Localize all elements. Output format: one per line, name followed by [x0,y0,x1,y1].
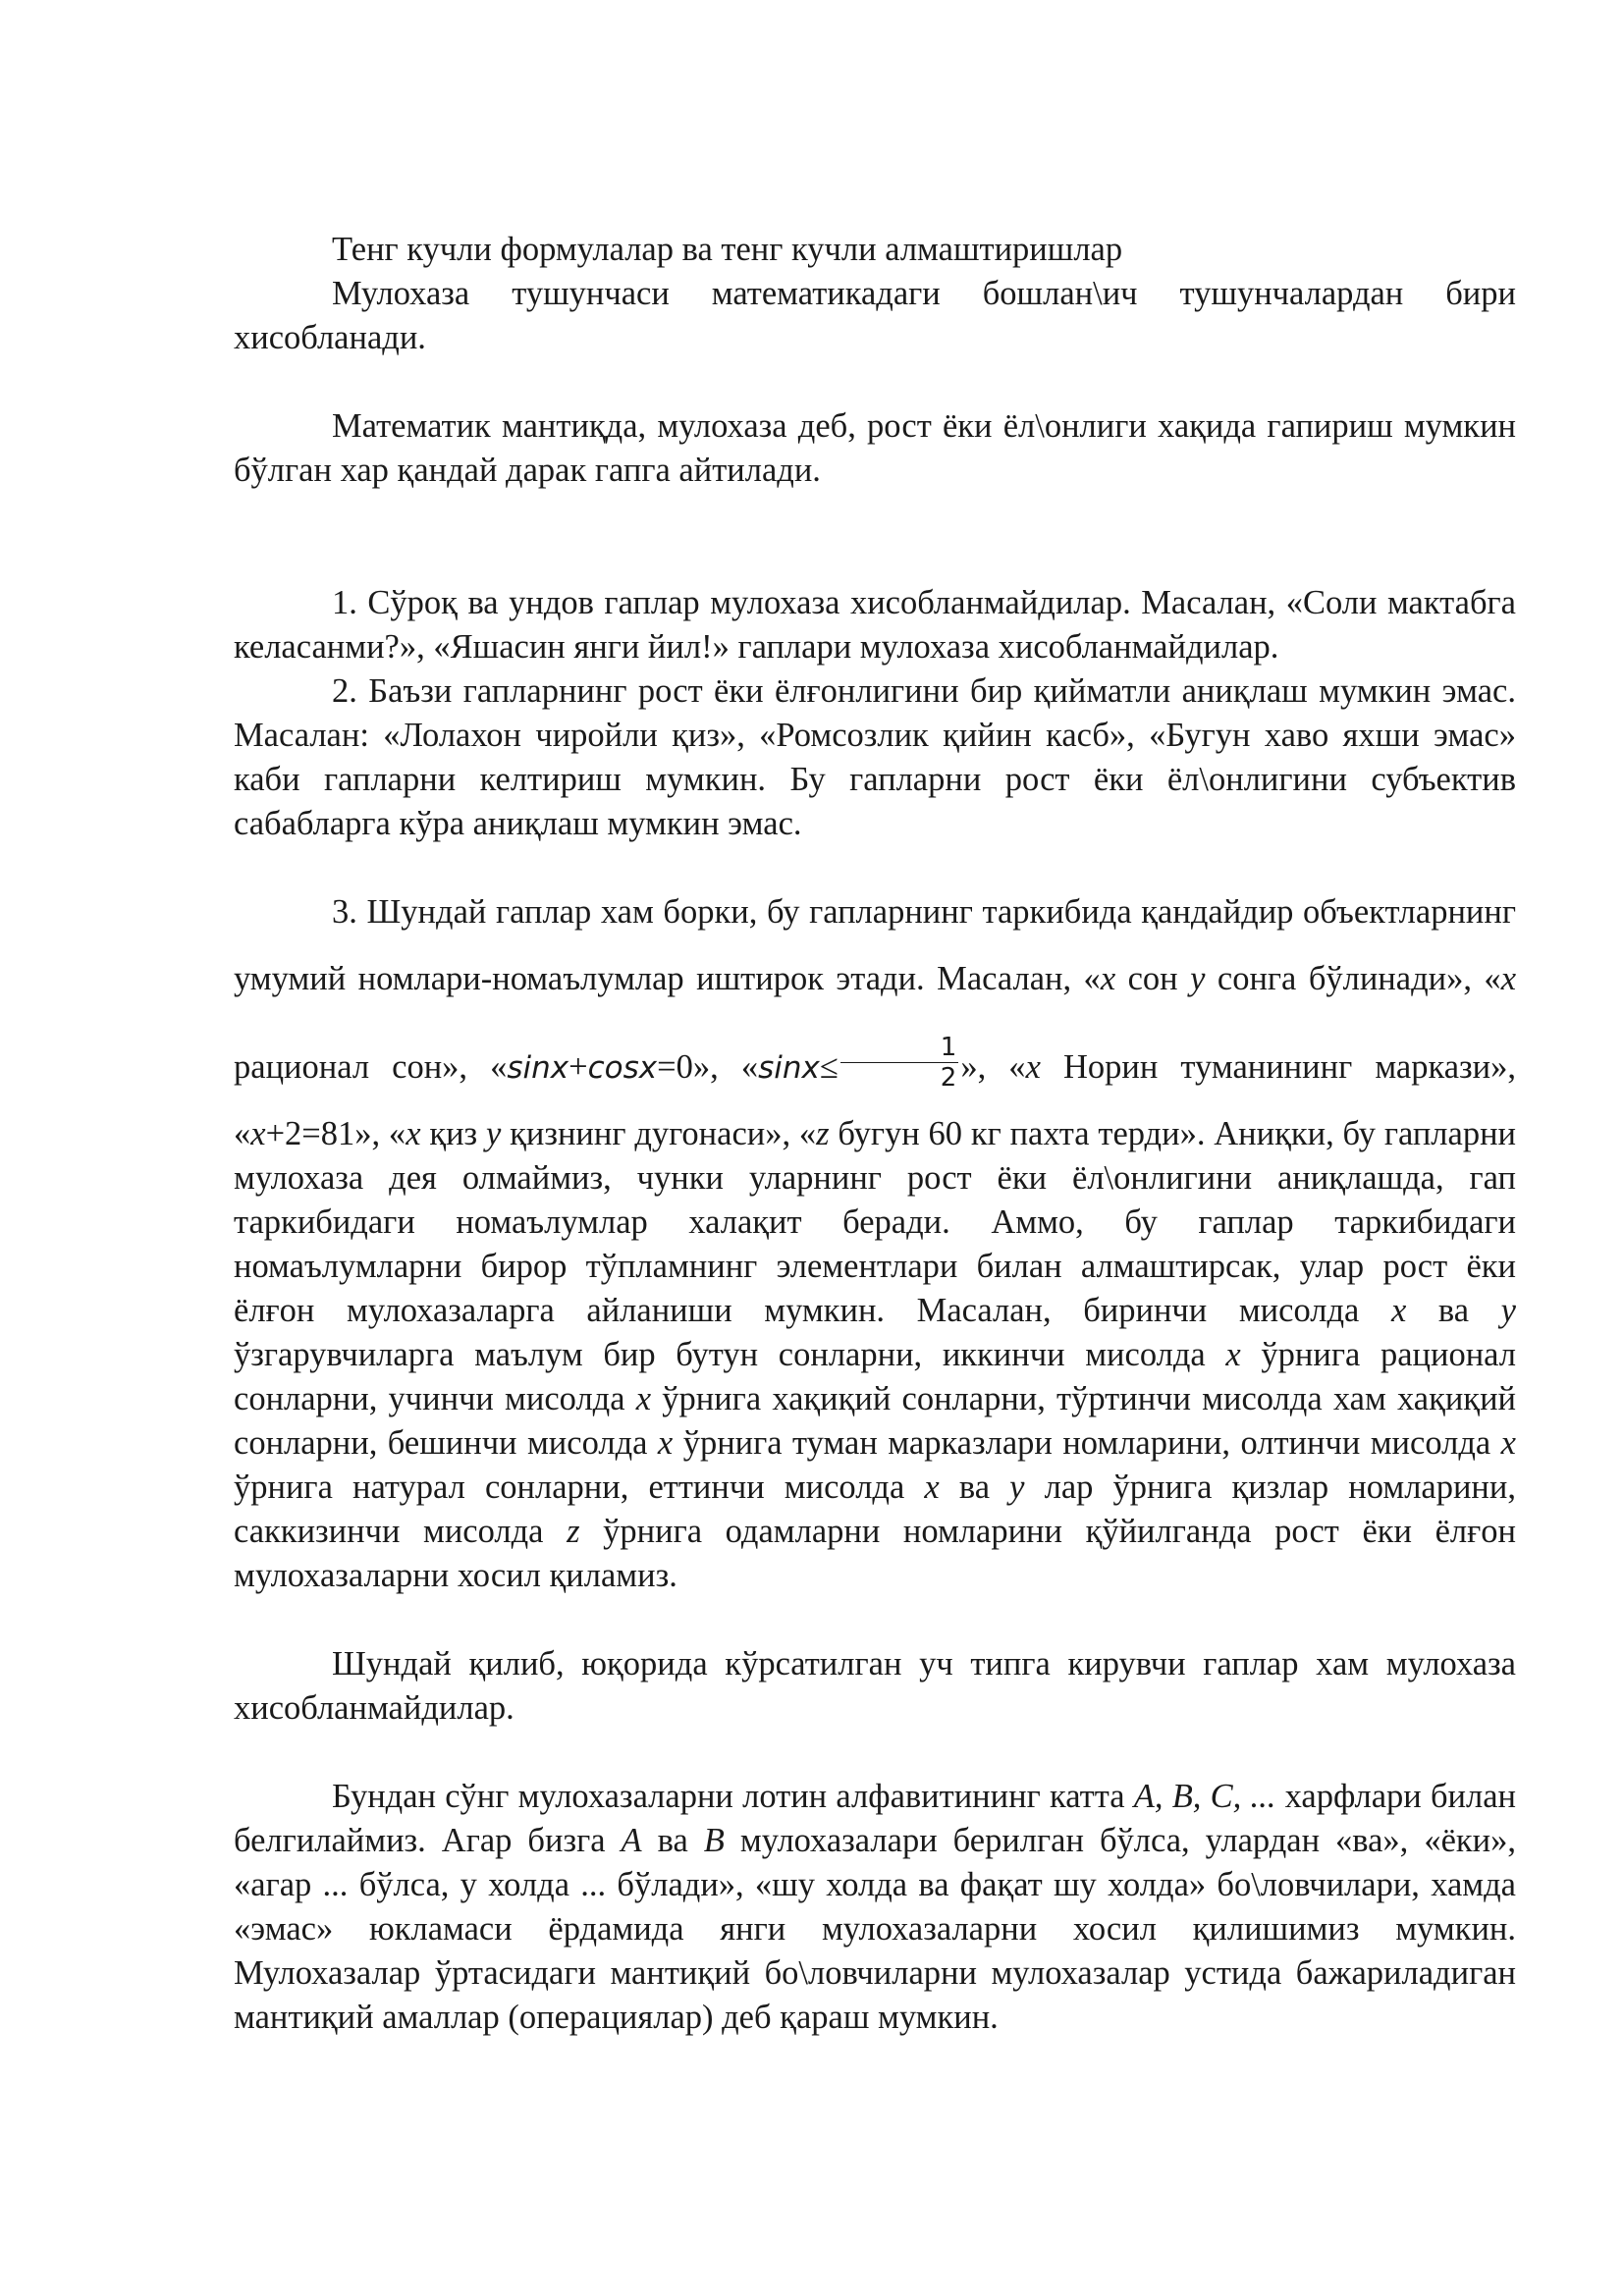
var-A: A [621,1822,642,1859]
var-x: x [1390,1292,1407,1329]
fraction-one-half: $\frac{1}{2}$ [840,1033,959,1093]
var-x: x [1225,1336,1241,1373]
var-z: z [816,1115,830,1152]
item-3-paragraph: 3. Шундай гаплар хам борки, бу гапларнинг таркибида қандайдир объектларнинг умумий номлари-номаълумлар иштирок этади. Масалан, «x сон y сонга бўлинади», «x рационал сон», «sinx+cosx=0», «sinx≤ $\frac{1}{2}$ », «x Норин туманининг маркази», «x+2=81», «x қиз y қизнинг дугонаси», «z бугун 60 кг пахта терди». Аниқки, бу гапларни мулохаза дея олмаймиз, чунки уларнинг рост ёки ёл\онлигини аниқлашда, гап таркибидаги номаълумлар халақит беради. Аммо, бу гаплар таркибидаги номаълумларни бирор тўпламнинг элементлари билан алмаштирсак, улар рост ёки ёлғон мулохазаларга айланиши мумкин. Масалан, биринчи мисолда x ва y ўзгарувчиларга маълум бир бутун сонларни, иккинчи мисолда x ўрнига рационал сонларни, учинчи мисолда x ўрнига хақиқий сонларни, тўртинчи мисолда хам хақиқий сонларни, бешинчи мисолда x ўрнига туман марказлари номларини, олтинчи мисолда x ўрнига натурал сонларни, еттинчи мисолда x ва y лар ўрнига қизлар номларини, саккизинчи мисолда z ўрнига одамларни номларини қўйилганда рост ёки ёлғон мулохазаларни хосил қиламиз. [234,893,1517,1594]
var-x: x [1500,1424,1516,1462]
var-z: z [567,1513,580,1550]
var-x: x [924,1468,940,1506]
var-x: x [657,1424,674,1462]
letters-abc: A, B, C, ... [1133,1778,1276,1815]
var-x: x [250,1115,266,1152]
var-y: y [485,1115,502,1152]
var-x: x [1500,960,1517,997]
var-x: x [635,1380,652,1417]
formula-cosx: cosx [587,1050,658,1086]
item-1-paragraph: 1. Сўроқ ва ундов гаплар мулохаза хисобланмайдилар. Масалан, «Соли мактабга келасанми?», «Яшасин янги йил!» гаплари мулохаза хисобланмайдилар. [234,584,1516,666]
var-B: B [703,1822,725,1859]
formula-sinx: sinx [758,1050,820,1086]
item-2-paragraph: 2. Баъзи гапларнинг рост ёки ёлғонлигини бир қийматли аниқлаш мумкин эмас. Масалан: «Лолахон чиройли қиз», «Ромсозлик қийин касб», «Бугун хаво яхши эмас» каби гапларни келтириш мумкин. Бу гапларни рост ёки ёл\онлигини субъектив сабабларга кўра аниқлаш мумкин эмас. [234,672,1516,842]
intro-paragraph: Мулохаза тушунчаси математикадаги бошлан\ич тушунчалардан бири хисобланади. [234,275,1516,356]
definition-paragraph: Математик мантиқда, мулохаза деб, рост ёки ёл\онлиги хақида гапириш мумкин бўлган хар қандай дарак гапга айтилади. [234,407,1516,489]
var-x: x [1025,1048,1041,1086]
var-y: y [1500,1292,1516,1329]
var-x: x [1100,960,1116,997]
var-x: x [406,1115,421,1152]
document-title: Тенг кучли формулалар ва тенг кучли алмаштиришлар [332,231,1123,268]
final-paragraph: Бундан сўнг мулохазаларни лотин алфавитининг катта A, B, C, ... харфлари билан белгилаймиз. Агар бизга A ва B мулохазалари берилган бўлса, улардан «ва», «ёки», «агар ... бўлса, у холда ... бўлади», «шу холда ва фақат шу холда» бо\ловчилари, хамда «эмас» юкламаси ёрдамида янги мулохазаларни хосил қилишимиз мумкин. Мулохазалар ўртасидаги мантиқий бо\ловчиларни мулохазалар устида бажариладиган мантиқий амаллар (операциялар) деб қараш мумкин. [234,1778,1516,2036]
var-y: y [1190,960,1206,997]
document-body [234,228,1516,2040]
var-y: y [1009,1468,1025,1506]
conclusion-paragraph: Шундай қилиб, юқорида кўрсатилган уч типга кирувчи гаплар хам мулохаза хисобланмайдилар. [234,1645,1516,1727]
formula-sinx: sinx [507,1050,569,1086]
